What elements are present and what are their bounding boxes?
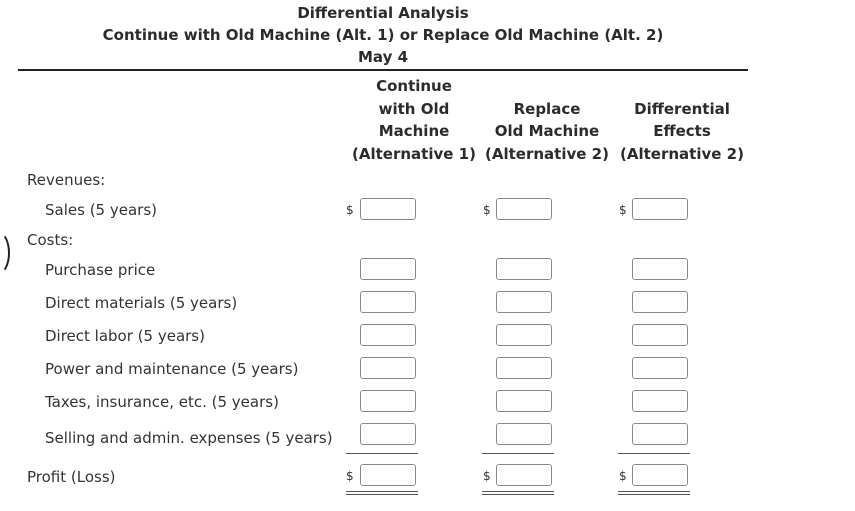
column-header-alt2: [477, 98, 617, 166]
profit-loss-diff-input[interactable]: [632, 464, 688, 486]
label-profit-loss: Profit (Loss): [27, 468, 116, 486]
total-double-rule: [482, 491, 554, 495]
taxes-insurance-alt2-input[interactable]: [496, 390, 552, 412]
column-header-diff-line: Effects: [653, 122, 711, 140]
total-double-rule: [346, 491, 418, 495]
dollar-sign: $: [619, 469, 627, 483]
purchase-price-alt2-input[interactable]: [496, 258, 552, 280]
direct-materials-diff-input[interactable]: [632, 291, 688, 313]
label-direct-labor: Direct labor (5 years): [45, 327, 205, 345]
direct-labor-alt1-input[interactable]: [360, 324, 416, 346]
direct-labor-diff-input[interactable]: [632, 324, 688, 346]
purchase-price-alt1-input[interactable]: [360, 258, 416, 280]
label-revenues: Revenues:: [27, 171, 106, 189]
sales-alt2-input[interactable]: [496, 198, 552, 220]
power-maintenance-alt2-input[interactable]: [496, 357, 552, 379]
profit-loss-alt2-input[interactable]: [496, 464, 552, 486]
power-maintenance-alt1-input[interactable]: [360, 357, 416, 379]
label-costs: Costs:: [27, 231, 74, 249]
selling-admin-diff-input[interactable]: [632, 423, 688, 445]
selling-admin-alt2-input[interactable]: [496, 423, 552, 445]
report-subtitle: Continue with Old Machine (Alt. 1) or Replace Old Machine (Alt. 2): [102, 26, 664, 44]
header-rule: [18, 69, 748, 71]
direct-materials-alt1-input[interactable]: [360, 291, 416, 313]
label-purchase-price: Purchase price: [45, 261, 156, 279]
column-header-diff-line: (Alternative 2): [620, 144, 744, 163]
profit-loss-alt1-input[interactable]: [360, 464, 416, 486]
selling-admin-alt1-input[interactable]: [360, 423, 416, 445]
dollar-sign: $: [483, 469, 491, 483]
label-direct-materials: Direct materials (5 years): [45, 294, 238, 312]
dollar-sign: $: [346, 203, 354, 217]
direct-materials-alt2-input[interactable]: [496, 291, 552, 313]
taxes-insurance-diff-input[interactable]: [632, 390, 688, 412]
sales-alt1-input[interactable]: [360, 198, 416, 220]
direct-labor-alt2-input[interactable]: [496, 324, 552, 346]
column-header-alt1-line: with Old: [378, 99, 450, 118]
label-power-maintenance: Power and maintenance (5 years): [45, 360, 299, 378]
subtotal-rule: [618, 453, 690, 454]
sales-diff-input[interactable]: [632, 198, 688, 220]
dollar-sign: $: [483, 203, 491, 217]
column-header-alt2-line: (Alternative 2): [485, 144, 609, 163]
purchase-price-diff-input[interactable]: [632, 258, 688, 280]
column-header-alt1-line: (Alternative 1): [352, 144, 476, 163]
dollar-sign: $: [619, 203, 627, 217]
column-header-alt1-line: Machine: [378, 122, 450, 140]
taxes-insurance-alt1-input[interactable]: [360, 390, 416, 412]
label-taxes-insurance: Taxes, insurance, etc. (5 years): [45, 393, 279, 411]
report-date: May 4: [357, 48, 409, 66]
subtotal-rule: [482, 453, 554, 454]
column-header-diff: [612, 98, 752, 166]
column-header-alt2-line: Replace: [513, 99, 581, 118]
subtotal-rule: [346, 453, 418, 454]
total-double-rule: [618, 491, 690, 495]
dollar-sign: $: [346, 469, 354, 483]
power-maintenance-diff-input[interactable]: [632, 357, 688, 379]
label-sales: Sales (5 years): [45, 201, 157, 219]
column-header-alt1: [344, 75, 484, 165]
label-selling-admin: Selling and admin. expenses (5 years): [45, 429, 333, 447]
column-header-alt2-line: Old Machine: [494, 122, 600, 140]
column-header-diff-line: Differential: [634, 99, 730, 118]
column-header-alt1-line: Continue: [376, 77, 452, 95]
report-title: Differential Analysis: [297, 4, 469, 22]
edge-bracket-icon: [0, 231, 10, 275]
